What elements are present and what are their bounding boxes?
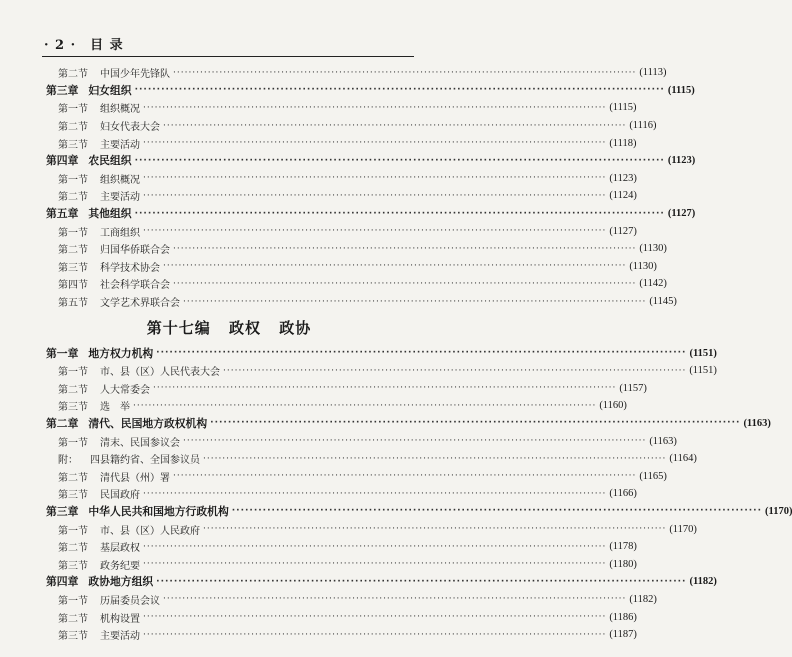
- toc-leader-dots: ························································································································: [203, 524, 667, 535]
- toc-section-row: [46, 187, 637, 205]
- toc-entry-number: 第三节: [58, 560, 88, 572]
- toc-entry-page: (1123): [667, 155, 696, 167]
- toc-leader-dots: ························································································································: [173, 471, 637, 482]
- toc-leader-dots: ························································································································: [143, 190, 607, 201]
- toc-entry-title: 地方权力机构: [88, 346, 154, 360]
- toc-entry-page: (1118): [609, 137, 637, 149]
- toc-entry-number: 第三节: [58, 139, 88, 151]
- toc-entry-title: 工商组织: [100, 227, 140, 239]
- toc-leader-dots: ························································································································: [223, 365, 687, 376]
- toc-entry-page: (1160): [599, 400, 627, 412]
- toc-leader-dots: ························································································································: [163, 120, 627, 131]
- toc-entry-page: (1127): [667, 208, 696, 220]
- toc-entry-number: 第二节: [58, 245, 88, 257]
- toc-entry-page: (1178): [609, 541, 637, 553]
- toc-entry-title: 妇女组织: [88, 83, 132, 97]
- toc-entry-page: (1115): [609, 102, 637, 114]
- toc-entry-number: 第五章: [46, 207, 79, 221]
- toc-section-row: [46, 275, 667, 293]
- toc-entry-number: 第一节: [58, 104, 88, 116]
- toc-entry-title: 政务纪要: [100, 560, 140, 572]
- toc-entry-title: 基层政权: [100, 543, 140, 555]
- toc-leader-dots: ························································································································: [173, 278, 637, 289]
- header-rule: [42, 56, 414, 57]
- toc-entry-number: 第一节: [58, 174, 88, 186]
- toc-chapter-row: [46, 415, 771, 433]
- toc-entry-title: 主要活动: [100, 139, 140, 151]
- toc-entry-number: 第一节: [58, 525, 88, 537]
- toc-entry-number: 第四章: [46, 575, 79, 589]
- toc-entry-number: 第二节: [58, 69, 88, 81]
- toc-entry-number: 第二节: [58, 122, 88, 134]
- toc-entry-title: 四县籍约省、全国参议员: [90, 455, 200, 467]
- toc-section-row: [46, 99, 637, 117]
- toc-entry-title: 文学艺术界联合会: [100, 298, 180, 310]
- toc-entry-title: 市、县（区）人民代表大会: [100, 367, 220, 379]
- toc-chapter-row: [46, 82, 695, 100]
- toc-entry-title: 组织概况: [100, 104, 140, 116]
- toc-entry-page: (1186): [609, 611, 637, 623]
- toc-entry-page: (1142): [639, 278, 667, 290]
- toc-section-row: [46, 64, 667, 82]
- toc-entry-number: 第一节: [58, 367, 88, 379]
- toc-entry-page: (1163): [649, 435, 677, 447]
- toc-chapter-row: [46, 573, 717, 591]
- toc-entry-page: (1130): [639, 243, 667, 255]
- toc-entry-title: 妇女代表大会: [100, 122, 160, 134]
- toc-entry-title: 中华人民共和国地方行政机构: [88, 504, 229, 518]
- toc-leader-dots: ························································································································: [156, 576, 687, 587]
- part-name-1: 政权: [228, 319, 261, 338]
- toc-leader-dots: ························································································································: [156, 348, 687, 359]
- toc-chapter-row: [46, 152, 696, 170]
- toc-entry-number: 第二节: [58, 472, 88, 484]
- toc-entry-page: (1113): [639, 67, 667, 79]
- toc-entry-title: 主要活动: [100, 192, 140, 204]
- toc-leader-dots: ························································································································: [134, 155, 665, 166]
- toc-entry-page: (1182): [689, 576, 717, 588]
- toc-section-row: [46, 397, 627, 415]
- toc-chapter-row: [46, 503, 792, 521]
- toc-entry-number: 第二节: [58, 192, 88, 204]
- toc-section-row: [46, 591, 657, 609]
- toc-entry-number: 第二节: [58, 384, 88, 396]
- toc-entry-title: 社会科学联合会: [100, 280, 170, 292]
- toc-entry-page: (1157): [619, 382, 647, 394]
- toc-entry-title: 选 举: [100, 402, 130, 414]
- toc-section-row: [46, 467, 667, 485]
- toc-section-row: [46, 258, 657, 276]
- toc-leader-dots: ························································································································: [163, 594, 627, 605]
- toc-entry-title: 科学技术协会: [100, 262, 160, 274]
- toc-leader-dots: ························································································································: [143, 612, 607, 623]
- toc-leader-dots: ························································································································: [173, 67, 637, 78]
- toc-entry-number: 第三节: [58, 262, 88, 274]
- toc-entry-number: 第一节: [58, 437, 88, 449]
- toc-entry-title: 清末、民国参议会: [100, 437, 180, 449]
- toc-entry-number: 第四章: [46, 154, 79, 168]
- toc-block-1: [46, 64, 696, 310]
- toc-leader-dots: ························································································································: [134, 85, 665, 96]
- toc-leader-dots: ························································································································: [133, 400, 597, 411]
- part-title: [46, 314, 412, 342]
- toc-leader-dots: ························································································································: [143, 138, 607, 149]
- toc-entry-page: (1115): [667, 84, 695, 96]
- toc-leader-dots: ························································································································: [143, 102, 607, 113]
- toc-entry-page: (1166): [609, 488, 637, 500]
- toc-entry-page: (1145): [649, 296, 677, 308]
- toc-entry-number: 附：: [58, 455, 78, 467]
- toc-entry-page: (1123): [609, 172, 637, 184]
- toc-section-row: [46, 222, 637, 240]
- toc-chapter-row: [46, 205, 696, 223]
- toc-section-row: [46, 134, 637, 152]
- toc-entry-page: (1170): [765, 505, 792, 517]
- toc-entry-number: 第三节: [58, 490, 88, 502]
- toc-entry-title: 人大常委会: [100, 384, 150, 396]
- toc-entry-number: 第一节: [58, 595, 88, 607]
- toc-entry-title: 机构设置: [100, 613, 140, 625]
- toc-section-row: [46, 170, 637, 188]
- toc-entry-title: 清代县（州）署: [100, 472, 170, 484]
- header-title: 目 录: [90, 38, 124, 53]
- toc-section-row: [46, 538, 637, 556]
- toc-section-row: [46, 626, 637, 644]
- toc-entry-page: (1127): [609, 225, 637, 237]
- toc-section-row: [46, 450, 697, 468]
- toc-leader-dots: ························································································································: [210, 418, 741, 429]
- toc-entry-page: (1180): [609, 558, 637, 570]
- toc-section-row: [46, 117, 657, 135]
- toc-entry-page: (1130): [629, 260, 657, 272]
- toc-section-row: [46, 240, 667, 258]
- toc-leader-dots: ························································································································: [134, 208, 665, 219]
- toc-leader-dots: ························································································································: [203, 453, 667, 464]
- toc-entry-title: 政协地方组织: [88, 575, 154, 589]
- table-of-contents: [46, 64, 792, 643]
- toc-leader-dots: ························································································································: [143, 629, 607, 640]
- toc-entry-number: 第二章: [46, 416, 79, 430]
- toc-entry-number: 第三章: [46, 504, 79, 518]
- toc-entry-page: (1182): [629, 593, 657, 605]
- toc-section-row: [46, 520, 697, 538]
- toc-section-row: [46, 432, 677, 450]
- toc-entry-number: 第三节: [58, 402, 88, 414]
- toc-section-row: [46, 293, 677, 311]
- toc-entry-title: 归国华侨联合会: [100, 245, 170, 257]
- toc-entry-number: 第三章: [46, 83, 79, 97]
- toc-section-row: [46, 608, 637, 626]
- toc-leader-dots: ························································································································: [163, 261, 627, 272]
- toc-leader-dots: ························································································································: [143, 226, 607, 237]
- toc-entry-page: (1124): [609, 190, 637, 202]
- toc-entry-number: 第二节: [58, 543, 88, 555]
- toc-entry-number: 第一节: [58, 227, 88, 239]
- toc-entry-number: 第四节: [58, 280, 88, 292]
- toc-leader-dots: ························································································································: [143, 488, 607, 499]
- toc-section-row: [46, 362, 717, 380]
- toc-section-row: [46, 380, 647, 398]
- toc-entry-number: 第五节: [58, 298, 88, 310]
- toc-entry-page: (1163): [743, 417, 771, 429]
- part-label: 第十七编: [146, 319, 211, 338]
- toc-entry-page: (1151): [689, 347, 717, 359]
- toc-leader-dots: ························································································································: [183, 436, 647, 447]
- toc-section-row: [46, 555, 637, 573]
- toc-entry-title: 农民组织: [88, 154, 132, 168]
- toc-leader-dots: ························································································································: [143, 559, 607, 570]
- toc-entry-title: 清代、民国地方政权机构: [88, 416, 208, 430]
- toc-entry-page: (1187): [609, 629, 637, 641]
- toc-section-row: [46, 485, 637, 503]
- toc-chapter-row: [46, 344, 717, 362]
- toc-entry-title: 市、县（区）人民政府: [100, 525, 200, 537]
- toc-leader-dots: ························································································································: [143, 173, 607, 184]
- toc-leader-dots: ························································································································: [231, 506, 763, 517]
- toc-entry-number: 第二节: [58, 613, 88, 625]
- toc-leader-dots: ························································································································: [153, 383, 617, 394]
- toc-entry-number: 第三节: [58, 631, 88, 643]
- toc-leader-dots: ························································································································: [143, 541, 607, 552]
- toc-leader-dots: ························································································································: [173, 243, 637, 254]
- toc-block-2: [46, 344, 792, 643]
- toc-entry-title: 组织概况: [100, 174, 140, 186]
- header-page-number: · 2 ·: [44, 38, 77, 53]
- toc-entry-page: (1116): [629, 120, 657, 132]
- toc-entry-title: 历届委员会议: [100, 595, 160, 607]
- toc-leader-dots: ························································································································: [183, 296, 647, 307]
- toc-entry-title: 其他组织: [88, 207, 132, 221]
- toc-entry-page: (1170): [669, 523, 697, 535]
- toc-entry-title: 民国政府: [100, 490, 140, 502]
- toc-entry-page: (1164): [669, 453, 697, 465]
- page-header: [44, 34, 124, 53]
- toc-entry-number: 第一章: [46, 346, 79, 360]
- toc-entry-page: (1165): [639, 470, 667, 482]
- toc-entry-title: 中国少年先锋队: [100, 69, 170, 81]
- toc-entry-title: 主要活动: [100, 631, 140, 643]
- part-name-2: 政协: [279, 319, 312, 338]
- toc-entry-page: (1151): [689, 365, 717, 377]
